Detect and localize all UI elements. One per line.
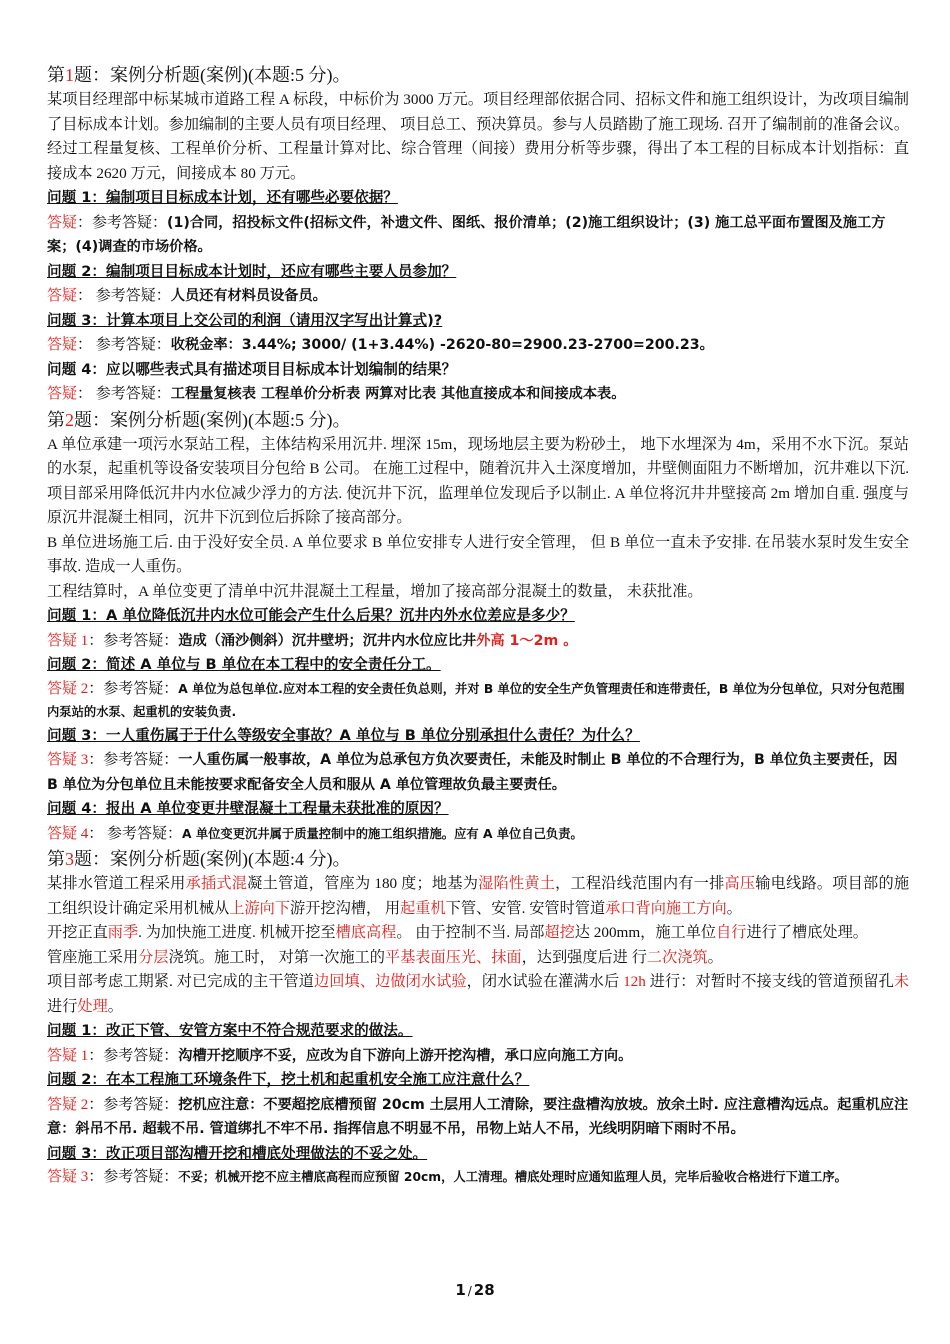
question-1-sub-1: 问题 1：编制项目目标成本计划，还有哪些必要依据？ bbox=[47, 189, 398, 206]
title-text: 题：案例分析题(案例)(本题:5 分)。 bbox=[74, 409, 351, 430]
title-text: 题：案例分析题(案例)(本题:5 分)。 bbox=[74, 65, 351, 85]
question-1-title bbox=[47, 62, 909, 88]
paragraph-text: 。 bbox=[107, 997, 123, 1015]
highlighted-term: 上游向下 bbox=[229, 899, 290, 917]
highlighted-term: 超挖 bbox=[544, 924, 575, 941]
question-2-title bbox=[47, 407, 909, 433]
paragraph-text: 。 bbox=[726, 899, 742, 917]
highlighted-term: 二次浇筑 bbox=[646, 948, 708, 966]
paragraph-text: 浇筑。施工时， 对第一次施工的 bbox=[168, 948, 385, 966]
question-3-title bbox=[47, 846, 909, 872]
paragraph-text: 下管、安管. 安管时管道 bbox=[445, 899, 606, 917]
highlighted-term: 自行 bbox=[716, 924, 747, 941]
question-3-paragraph-3 bbox=[47, 946, 909, 971]
highlighted-term: 槽底高程 bbox=[335, 924, 397, 941]
question-1-sub-4: 问题 4：应以哪些表式具有描述项目目标成本计划编制的结果？ bbox=[47, 360, 457, 378]
paragraph-text: 项目部考虑工期紧. 对已完成的主干管道 bbox=[47, 973, 315, 990]
highlighted-term: 未 bbox=[893, 973, 910, 990]
answer-3-1: 答疑 1：参考答疑：沟槽开挖顺序不妥，应改为自下游向上游开挖沟槽，承口应向施工方向。 bbox=[47, 1047, 633, 1064]
question-3-sub-2: 问题 2：在本工程施工环境条件下，挖土机和起重机安全施工应注意什么？ bbox=[47, 1071, 530, 1088]
paragraph-text: 。 由于控制不当. 局部 bbox=[396, 924, 545, 941]
paragraph-text: 游开挖沟槽， 用 bbox=[290, 899, 401, 917]
answer-2-1: 答疑 1：参考答疑：造成（涌沙侧斜）沉井壁坍；沉井内水位应比井外高 1～2m 。 bbox=[47, 632, 578, 649]
question-2-sub-4: 问题 4：报出 A 单位变更井壁混凝土工程量未获批准的原因？ bbox=[47, 800, 449, 817]
page-number: 1 / 28 bbox=[455, 1281, 495, 1299]
question-2-paragraph-2: B 单位进场施工后. 由于没好安全员. A 单位要求 B 单位安排专人进行安全管理， 但 B 单位一直未予安排. 在吊装水泵时发生安全事故. 造成一人重伤。 bbox=[47, 533, 909, 575]
question-3-paragraphs bbox=[47, 872, 909, 1019]
paragraph-text: ，工程沿线范围内有一排 bbox=[555, 875, 725, 892]
question-3-paragraph-4 bbox=[47, 970, 909, 1019]
paragraph-text: 进行 bbox=[47, 997, 78, 1015]
title-prefix: 第 bbox=[47, 849, 65, 869]
highlighted-term: 湿陷性黄土 bbox=[478, 875, 556, 892]
title-prefix: 第 bbox=[47, 409, 65, 430]
question-3-paragraph-2 bbox=[47, 921, 909, 946]
question-2-paragraph-3: 工程结算时，A 单位变更了清单中沉井混凝土工程量，增加了接高部分混凝土的数量， 未获批准。 bbox=[47, 582, 703, 600]
answer-3-2: 答疑 2：参考答疑：挖机应注意：不要超挖底槽预留 20cm 土层用人工清除，要注盘槽沟放坡。放余土时. 应注意槽沟远点。起重机应注意：斜吊不吊. 超载不吊. 管道绑扎不牢不吊. 指挥信息不明显不吊，吊物上站人不吊，光线明阴暗下雨时不吊。 bbox=[47, 1096, 909, 1137]
highlighted-term: 承口背向施工方向 bbox=[605, 899, 727, 917]
answer-3-3: 答疑 3：参考答疑：不妥；机械开挖不应主槽底高程而应预留 20cm，人工清理。槽底处理时应通知监理人员，完毕后验收合格进行下道工序。 bbox=[47, 1169, 847, 1185]
highlighted-term: 起重机 bbox=[400, 899, 446, 917]
title-text: 题：案例分析题(案例)(本题:4 分)。 bbox=[74, 849, 351, 869]
paragraph-text: 进行了槽底处理。 bbox=[746, 924, 868, 941]
question-number: 1 bbox=[65, 65, 74, 85]
question-1-sub-2: 问题 2：编制项目目标成本计划时，还应有哪些主要人员参加？ bbox=[47, 262, 457, 280]
paragraph-text: 开挖正直 bbox=[47, 924, 108, 941]
paragraph-text: . 为加快施工进度. 机械开挖至 bbox=[138, 924, 336, 941]
question-2-paragraph-1: A 单位承建一项污水泵站工程，主体结构采用沉井. 埋深 15m，现场地层主要为粉砂土， 地下水埋深为 4m，采用不水下沉。泵站的水泵，起重机等设备安装项目分包给 B 公司。 在施工过程中，随着沉井入土深度增加，井壁侧面阻力不断增加，沉井难以下沉. 项目部采用降低沉井内水位减少浮力的方法. 使沉井下沉，监理单位发现后予以制止. A 单位将沉井井壁接高 2m 增加自重. 强度与原沉井混凝土相同，沉井下沉到位后拆除了接高部分。 bbox=[47, 435, 909, 526]
answer-1-3: 答疑： 参考答疑：收税金率：3.44%; 3000/ (1+3.44%) -2620-80=2900.23-2700=200.23。 bbox=[47, 337, 714, 353]
paragraph-text: 进行：对暂时不接支线的管道预留孔 bbox=[645, 973, 894, 990]
paragraph-text: 凝土管道，管座为 180 度；地基为 bbox=[247, 875, 479, 892]
answer-1-4: 答疑： 参考答疑：工程量复核表 工程单价分析表 两算对比表 其他直接成本和间接成本表。 bbox=[47, 386, 626, 402]
question-number: 2 bbox=[65, 409, 74, 430]
highlighted-term: 边回填、边做闭水试验 bbox=[314, 973, 467, 990]
answer-2-3: 答疑 3：参考答疑：一人重伤属一般事故，A 单位为总承包方负次要责任，未能及时制止 B 单位的不合理行为，B 单位负主要责任，因 B 单位为分包单位且未能按要求配备安全人员和服从 A 单位管理故负最主要责任。 bbox=[47, 752, 898, 793]
paragraph-text: ，达到强度后进 行 bbox=[521, 948, 647, 966]
answer-1-1: 答疑：参考答疑：(1)合同，招投标文件(招标文件，补遗文件、图纸、报价清单；(2)施工组织设计；(3) 施工总平面布置图及施工方案；(4)调查的市场价格。 bbox=[47, 214, 886, 255]
answer-2-2: 答疑 2：参考答疑：A 单位为总包单位.应对本工程的安全责任负总则，并对 B 单位的安全生产负管理责任和连带责任，B 单位为分包单位，只对分包范围内泵站的水泵、起重机的安装负责. bbox=[47, 680, 905, 719]
highlighted-term: 分层 bbox=[138, 948, 169, 966]
paragraph-text: 。 bbox=[707, 948, 723, 966]
question-3-sub-1: 问题 1：改正下管、安管方案中不符合规范要求的做法。 bbox=[47, 1022, 413, 1039]
highlighted-term: 12h bbox=[623, 973, 646, 990]
question-3-sub-3: 问题 3：改正项目部沟槽开挖和槽底处理做法的不妥之处。 bbox=[47, 1144, 428, 1162]
title-prefix: 第 bbox=[47, 65, 65, 85]
highlighted-term: 高压 bbox=[724, 875, 756, 892]
question-1-sub-3: 问题 3：计算本项目上交公司的利润（请用汉字写出计算式)? bbox=[47, 311, 443, 329]
paragraph-text: ，闭水试验在灌满水后 bbox=[466, 973, 624, 990]
paragraph-text: 输电线路。项目部的施工组织设计确定采用机械从 bbox=[47, 875, 910, 917]
paragraph-text: 某排水管道工程采用 bbox=[47, 875, 186, 892]
highlighted-term: 处理 bbox=[77, 997, 108, 1015]
question-1-paragraph: 某项目经理部中标某城市道路工程 A 标段，中标价为 3000 万元。项目经理部依据合同、招标文件和施工组织设计，为改项目编制了目标成本计划。参加编制的主要人员有项目经理、 项目总工、预决算员。参与人员踏勘了施工现场. 召开了编制前的准备会议。经过工程量复核、工程单价分析、工程量计算对比、综合管理（间接）费用分析等步骤，得出了本工程的目标成本计划指标：直接成本 2620 万元，间接成本 80 万元。 bbox=[47, 91, 909, 182]
document-content bbox=[47, 62, 909, 1189]
highlighted-term: 平基表面压光、抹面 bbox=[384, 948, 522, 966]
question-number: 3 bbox=[65, 849, 74, 869]
question-2-sub-3: 问题 3：一人重伤属于于什么等级安全事故？A 单位与 B 单位分别承担什么责任？为什么？ bbox=[47, 726, 640, 744]
question-2-sub-1: 问题 1：A 单位降低沉井内水位可能会产生什么后果？沉井内外水位差应是多少？ bbox=[47, 607, 575, 624]
answer-2-4: 答疑 4： 参考答疑：A 单位变更沉井属于质量控制中的施工组织措施。应有 A 单位自己负责。 bbox=[47, 825, 583, 842]
highlighted-term: 雨季 bbox=[107, 924, 139, 941]
question-3-paragraph-1 bbox=[47, 872, 909, 921]
paragraph-text: 达 200mm，施工单位 bbox=[574, 924, 717, 941]
paragraph-text: 管座施工采用 bbox=[47, 948, 139, 966]
answer-1-2: 答疑： 参考答疑：人员还有材料员设备员。 bbox=[47, 288, 327, 304]
highlighted-term: 承插式混 bbox=[185, 875, 248, 892]
question-2-sub-2: 问题 2：简述 A 单位与 B 单位在本工程中的安全责任分工。 bbox=[47, 656, 441, 673]
